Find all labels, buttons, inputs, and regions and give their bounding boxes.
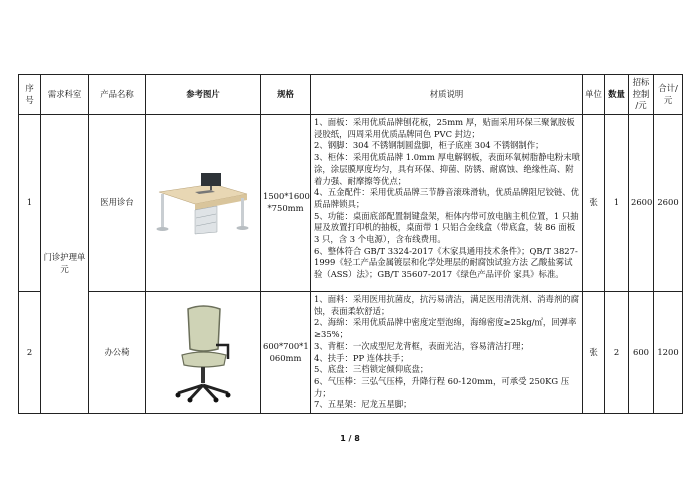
row-name: 办公椅	[89, 292, 146, 414]
header-price: 招标 控制 /元	[629, 75, 654, 115]
row-qty: 1	[605, 115, 629, 292]
row-material	[311, 292, 583, 414]
material-line: 3、柜体：采用优质品牌 1.0mm 厚电解钢板，表面环氧树脂静电粉末喷涂，涂层膜厚度均匀，具有环保、抑菌、防锈、耐腐蚀、绝缘性高、附着力强、耐摩擦等优点；	[314, 152, 580, 186]
header-name: 产品名称	[89, 75, 146, 115]
material-line: 6、整体符合 GB/T 3324-2017《木家具通用技术条件》；QB/T 3827-1999《轻工产品金属镀层和化学处理层的耐腐蚀试验方法 乙酸盐雾试验（ASS）法》；GB/T 35607-2017《绿色产品评价 家具》标准。	[314, 245, 578, 280]
row-qty: 2	[605, 292, 629, 414]
row-name: 医用诊台	[89, 115, 146, 292]
material-line: 4、五金配件：采用优质品牌三节静音滚珠滑轨，优质品牌阻尼铰链、优质品牌锁具；	[314, 187, 579, 209]
material-line: 7、五星架：尼龙五星脚；	[314, 399, 412, 410]
material-line: 1、面料：采用医用抗菌皮，抗污易清洁，满足医用清洗剂、消毒剂的腐蚀，表面柔软舒适；	[314, 294, 579, 316]
material-line: 5、功能：桌面底部配置制键盘架，柜体内带可放电脑主机位置，1 只抽屉及放置打印机的抽板，桌面带 1 只铝合金线盒（带底盒，装 86 面板 3 只，含 3 个电源），含布线费用。	[314, 210, 579, 245]
row-spec: 1500*1600 *750mm	[261, 115, 311, 292]
table-row	[19, 115, 683, 292]
header-total: 合计/ 元	[654, 75, 683, 115]
row-unit: 张	[583, 292, 605, 414]
row-seq: 1	[19, 115, 41, 292]
row-unit: 张	[583, 115, 605, 292]
header-dept: 需求科室	[41, 75, 89, 115]
material-line: 1、面板：采用优质品牌刨花板，25mm 厚，贴面采用环保三聚氰胺板浸胶纸，四周采用优质品牌同色 PVC 封边；	[314, 117, 575, 139]
material-line: 4、扶手：PP 连体扶手；	[314, 352, 409, 363]
procurement-spec-table	[18, 74, 683, 414]
header-qty: 数量	[605, 75, 629, 115]
row-spec: 600*700*1 060mm	[261, 292, 311, 414]
row-price: 600	[629, 292, 654, 414]
dept-cell: 门诊护理单 元	[41, 115, 89, 414]
medical-desk-photo	[146, 115, 261, 292]
row-seq: 2	[19, 292, 41, 414]
row-total: 2600	[654, 115, 683, 292]
material-line: 2、钢脚：304 不锈钢制圆盘脚，柜子底座 304 不锈钢制作；	[314, 140, 544, 151]
header-image: 参考图片	[146, 75, 261, 115]
material-line: 3、背框：一次成型尼龙背框，表面光洁，容易清洁打理；	[314, 340, 529, 351]
material-line: 5、底盘：三档锁定倾仰底盘；	[314, 364, 429, 375]
header-material: 材质说明	[311, 75, 583, 115]
row-material	[311, 115, 583, 292]
office-chair-icon	[168, 303, 238, 403]
page-number: 1 / 8	[340, 434, 360, 443]
medical-desk-icon	[155, 170, 251, 236]
row-price: 2600	[629, 115, 654, 292]
header-unit: 单位	[583, 75, 605, 115]
row-total: 1200	[654, 292, 683, 414]
header-spec: 规格	[261, 75, 311, 115]
office-chair-photo	[146, 292, 261, 414]
header-row	[19, 75, 683, 115]
material-line: 2、海绵：采用优质品牌中密度定型泡绵，海绵密度≥25kg/㎡，回弹率≥35%；	[314, 317, 577, 340]
table-row	[19, 292, 683, 414]
material-line: 6、气压棒：三弘气压棒，升降行程 60-120mm，可承受 250KG 压力；	[314, 375, 570, 398]
header-seq: 序 号	[19, 75, 41, 115]
